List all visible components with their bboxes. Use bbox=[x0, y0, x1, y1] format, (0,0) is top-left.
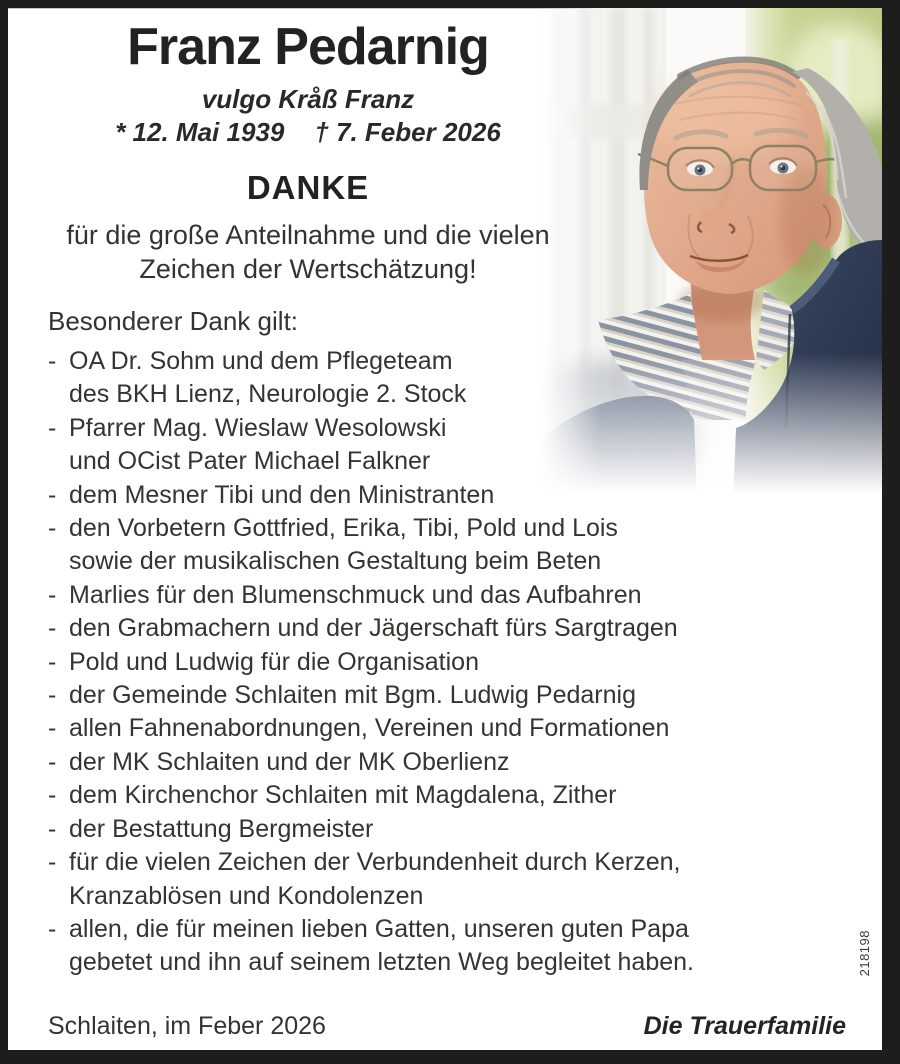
danke-title: DANKE bbox=[246, 169, 370, 206]
birth-date: * 12. Mai 1939 bbox=[115, 117, 285, 147]
list-item-dash: - bbox=[48, 848, 57, 877]
intro-line-2: Zeichen der Wertschätzung! bbox=[139, 254, 477, 284]
list-item-dash: - bbox=[48, 681, 57, 710]
list-item-dash: - bbox=[48, 413, 57, 442]
list-item-dash: - bbox=[48, 347, 57, 375]
list-item-dash: - bbox=[48, 580, 57, 609]
list-item-line2: gebetet und ihn auf seinem letzten Weg begleitet haben. bbox=[69, 948, 694, 977]
list-item-line1: allen, die für meinen lieben Gatten, unseren guten Papa bbox=[69, 914, 689, 943]
list-item-line2: Kranzablösen und Kondolenzen bbox=[69, 881, 424, 910]
deceased-name: Franz Pedarnig bbox=[127, 18, 489, 76]
footer-signature: Die Trauerfamilie bbox=[643, 1012, 846, 1040]
list-item bbox=[48, 612, 788, 645]
intro-text bbox=[8, 218, 608, 286]
list-item-dash: - bbox=[48, 747, 57, 776]
list-item-line2: sowie der musikalischen Gestaltung beim Beten bbox=[69, 547, 602, 576]
list-item-line1: OA Dr. Sohm und dem Pflegeteam bbox=[69, 347, 453, 375]
print-id: 218198 bbox=[857, 930, 872, 977]
paper-sheet bbox=[8, 8, 882, 1050]
list-item bbox=[48, 913, 788, 980]
list-item-dash: - bbox=[48, 814, 57, 843]
list-item-line1: der MK Schlaiten und der MK Oberlienz bbox=[69, 747, 510, 776]
list-item-line2: des BKH Lienz, Neurologie 2. Stock bbox=[69, 380, 467, 409]
list-item bbox=[48, 746, 788, 779]
list-item-line1: Pold und Ludwig für die Organisation bbox=[69, 647, 479, 676]
list-item bbox=[48, 345, 788, 412]
list-item bbox=[48, 779, 788, 812]
list-item bbox=[48, 813, 788, 846]
list-item-line1: den Vorbetern Gottfried, Erika, Tibi, Pold und Lois bbox=[69, 514, 618, 543]
list-item bbox=[48, 679, 788, 712]
list-item-line1: für die vielen Zeichen der Verbundenheit durch Kerzen, bbox=[69, 848, 681, 877]
vulgo-name: vulgo Kråß Franz bbox=[201, 84, 415, 114]
masthead bbox=[8, 18, 608, 286]
thanks-list bbox=[48, 345, 788, 980]
list-item bbox=[48, 579, 788, 612]
list-item-dash: - bbox=[48, 714, 57, 743]
list-item-line1: Pfarrer Mag. Wieslaw Wesolowski bbox=[69, 413, 447, 442]
list-item bbox=[48, 712, 788, 745]
list-item bbox=[48, 646, 788, 679]
list-item bbox=[48, 512, 788, 579]
list-item-line1: den Grabmachern und der Jägerschaft fürs Sargtragen bbox=[69, 614, 678, 643]
death-date: † 7. Feber 2026 bbox=[314, 117, 501, 147]
list-item-line1: der Gemeinde Schlaiten mit Bgm. Ludwig Pedarnig bbox=[69, 681, 636, 710]
list-item-line1: dem Kirchenchor Schlaiten mit Magdalena, Zither bbox=[69, 781, 617, 810]
thanks-heading: Besonderer Dank gilt: bbox=[48, 306, 299, 336]
life-dates bbox=[8, 116, 608, 148]
list-item-dash: - bbox=[48, 914, 57, 943]
list-item-line2: und OCist Pater Michael Falkner bbox=[69, 447, 431, 476]
list-item bbox=[48, 412, 788, 479]
list-item-dash: - bbox=[48, 480, 57, 509]
list-item-dash: - bbox=[48, 514, 57, 543]
list-item-dash: - bbox=[48, 781, 57, 810]
list-item bbox=[48, 479, 788, 512]
list-item-line1: der Bestattung Bergmeister bbox=[69, 814, 374, 843]
intro-line-1: für die große Anteilnahme und die vielen bbox=[66, 220, 550, 250]
list-item-dash: - bbox=[48, 614, 57, 643]
list-item-dash: - bbox=[48, 647, 57, 676]
footer-place-date: Schlaiten, im Feber 2026 bbox=[48, 1012, 326, 1040]
list-item bbox=[48, 846, 788, 913]
list-item-line1: dem Mesner Tibi und den Ministranten bbox=[69, 480, 495, 509]
list-item-line1: Marlies für den Blumenschmuck und das Aufbahren bbox=[69, 580, 642, 609]
list-item-line1: allen Fahnenabordnungen, Vereinen und Formationen bbox=[69, 714, 670, 743]
